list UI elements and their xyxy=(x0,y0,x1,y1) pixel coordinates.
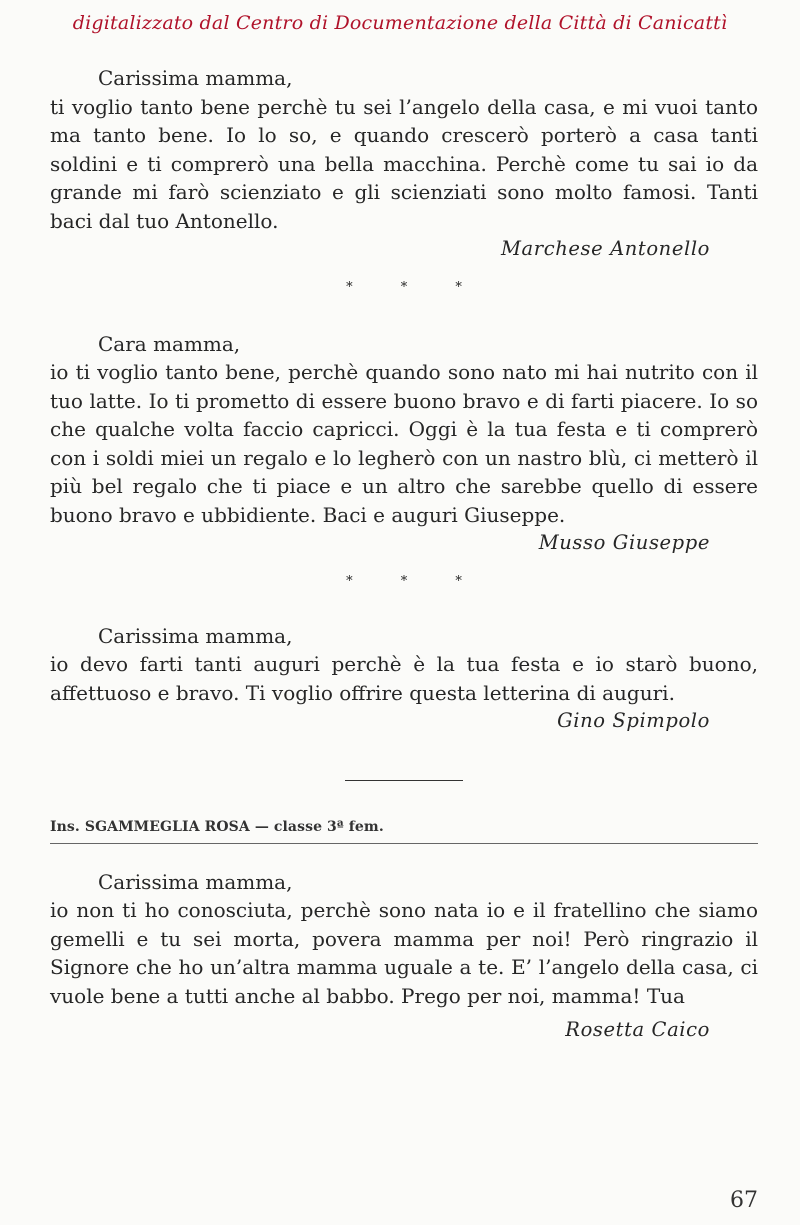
letter-signature: Marchese Antonello xyxy=(500,237,710,260)
letter-salutation: Carissima mamma, xyxy=(98,623,293,648)
letter-2 xyxy=(50,330,758,558)
letter-signature: Gino Spimpolo xyxy=(557,709,710,732)
page-number: 67 xyxy=(730,1188,758,1213)
short-divider xyxy=(345,780,463,781)
letter-salutation: Cara mamma, xyxy=(98,331,241,356)
letter-body: io non ti ho conosciuta, perchè sono nata io e il fratellino che siamo gemelli e tu sei morta, povera mamma per noi! Però ringrazio il Signore che ho un’altra mamma uguale a te. E’ l’angelo della casa, ci vuole bene a tutti anche al babbo. Prego per noi, mamma! Tua xyxy=(50,898,758,1008)
letter-signature: Rosetta Caico xyxy=(565,1018,710,1041)
section-rule xyxy=(50,843,758,844)
letter-4 xyxy=(50,868,758,1045)
separator-stars: * * * xyxy=(346,573,484,589)
letter-body: ti voglio tanto bene perchè tu sei l’angelo della casa, e mi vuoi tanto ma tanto bene. Io lo so, e quando crescerò porterò a casa tanti soldini e ti comprerò una bella macchina. Perchè come tu sai io da grande mi farò scienziato e gli scienziati sono molto famosi. Tanti baci dal tuo Antonello. xyxy=(50,94,758,233)
separator-stars: * * * xyxy=(346,279,484,295)
section-header: Ins. SGAMMEGLIA ROSA — classe 3ª fem. xyxy=(50,818,384,835)
letter-body: io ti voglio tanto bene, perchè quando sono nato mi hai nutrito con il tuo latte. Io ti prometto di essere buono bravo e di farti piacere. Io so che qualche volta faccio capricci. Oggi è la tua festa e ti comprerò con i soldi miei un regalo e lo legherò con un nastro blù, ci metterò il più bel regalo che ti piace e un altro che sarebbe quello di essere buono bravo e ubbidiente. Baci e auguri Giuseppe. xyxy=(50,360,758,527)
letter-signature: Musso Giuseppe xyxy=(538,531,710,554)
letter-salutation: Carissima mamma, xyxy=(98,66,293,90)
letter-1 xyxy=(50,64,758,264)
letter-body: io devo farti tanti auguri perchè è la tua festa e io starò buono, affettuoso e bravo. Ti voglio offrire questa letterina di auguri. xyxy=(50,652,758,705)
page-content xyxy=(50,60,758,1045)
letter-3 xyxy=(50,622,758,736)
letter-salutation: Carissima mamma, xyxy=(98,869,293,894)
watermark: digitalizzato dal Centro di Documentazione della Città di Canicattì xyxy=(72,12,728,34)
